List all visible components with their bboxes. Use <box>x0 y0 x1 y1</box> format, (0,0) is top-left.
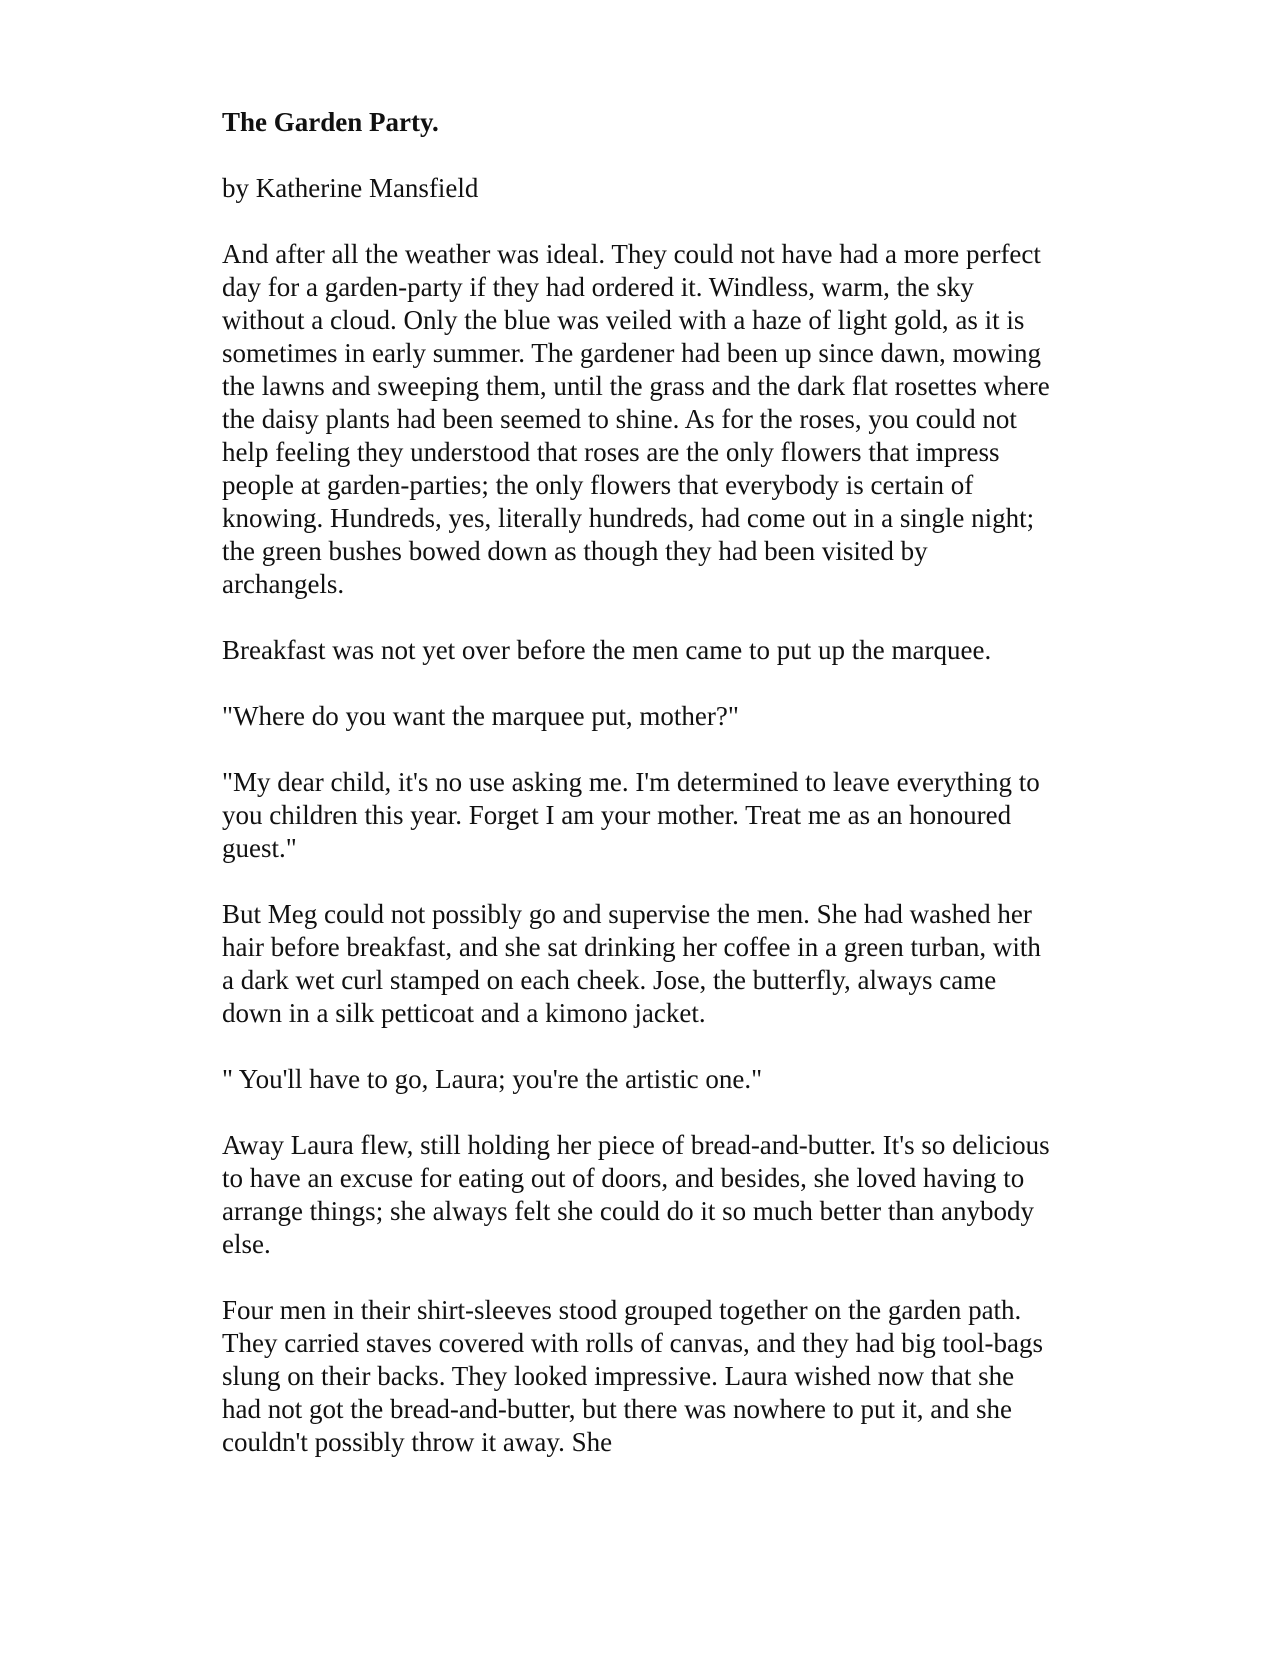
paragraph-3: "Where do you want the marquee put, mother?" <box>222 701 739 731</box>
paragraph-8: Four men in their shirt-sleeves stood grouped together on the garden path. They carried staves covered with rolls of canvas, and they had big tool-bags slung on their backs. They looked impressive. Laura wished now that she had not got the bread-and-butter, but there was nowhere to put it, and she couldn't possibly throw it away. She <box>222 1295 1043 1457</box>
paragraph-5: But Meg could not possibly go and supervise the men. She had washed her hair before breakfast, and she sat drinking her coffee in a green turban, with a dark wet curl stamped on each cheek. Jose, the butterfly, always came down in a silk petticoat and a kimono jacket. <box>222 899 1041 1028</box>
paragraph-6: " You'll have to go, Laura; you're the artistic one." <box>222 1064 763 1094</box>
story-title: The Garden Party. <box>222 107 439 137</box>
paragraph-4: "My dear child, it's no use asking me. I'm determined to leave everything to you children this year. Forget I am your mother. Treat me as an honoured guest." <box>222 767 1040 863</box>
paragraph-1: And after all the weather was ideal. They could not have had a more perfect day for a garden-party if they had ordered it. Windless, warm, the sky without a cloud. Only the blue was veiled with a haze of light gold, as it is sometimes in early summer. The gardener had been up since dawn, mowing the lawns and sweeping them, until the grass and the dark flat rosettes where the daisy plants had been seemed to shine. As for the roses, you could not help feeling they understood that roses are the only flowers that impress people at garden-parties; the only flowers that everybody is certain of knowing. Hundreds, yes, literally hundreds, had come out in a single night; the green bushes bowed down as though they had been visited by archangels. <box>222 239 1050 599</box>
document-page <box>222 106 1052 1459</box>
paragraph-7: Away Laura flew, still holding her piece of bread-and-butter. It's so delicious to have an excuse for eating out of doors, and besides, she loved having to arrange things; she always felt she could do it so much better than anybody else. <box>222 1130 1050 1259</box>
paragraph-2: Breakfast was not yet over before the men came to put up the marquee. <box>222 635 992 665</box>
author-byline: by Katherine Mansfield <box>222 173 479 203</box>
